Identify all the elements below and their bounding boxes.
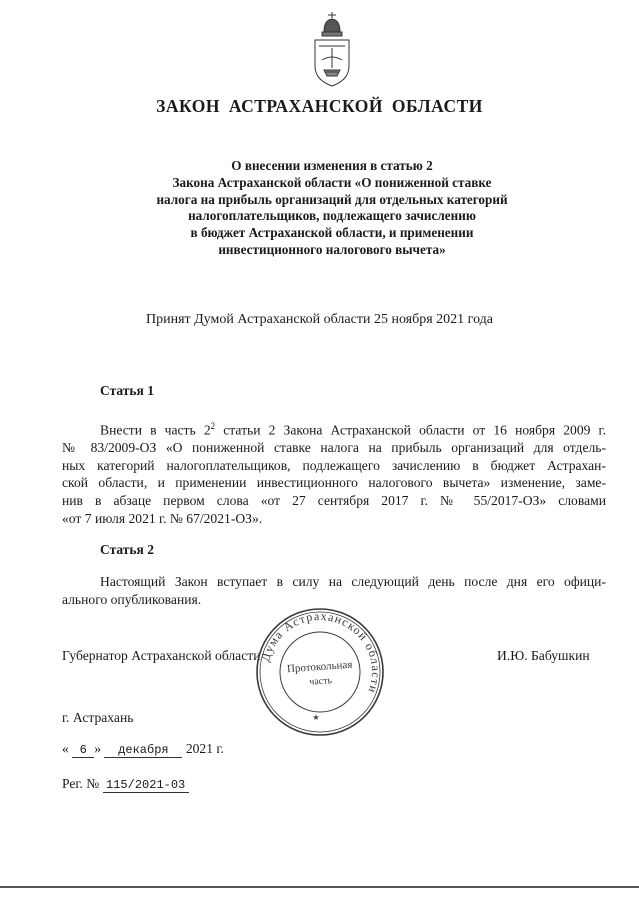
article-2-line: Настоящий Закон вступает в силу на следующий день после дня его офици- [100, 574, 606, 589]
article-1-line: «от 7 июля 2021 г. № 67/2021-ОЗ». [62, 510, 263, 526]
subtitle-line: налога на прибыль организаций для отдельных категорий [156, 191, 508, 207]
article-1-line: ской области, и применении инвестиционного налогового вычета» изменение, заме- [62, 475, 606, 491]
stamp-center-line-1: Протокольная [286, 658, 353, 676]
signing-date: « 6 » декабря 2021 г. [62, 741, 224, 757]
governor-title: Губернатор Астраханской области [62, 648, 261, 663]
subtitle-line: налогоплательщиков, подлежащего зачислению [188, 208, 476, 224]
city: г. Астрахань [62, 710, 134, 725]
subtitle-line: О внесении изменения в статью 2 [231, 158, 433, 173]
subtitle-line: Закона Астраханской области «О пониженной ставке [172, 174, 492, 190]
adoption-statement: Принят Думой Астраханской области 25 ноября 2021 года [145, 312, 494, 327]
article-1-line: нив в абзаце первом слова «от 27 сентября 2017 г. № 55/2017-ОЗ» словами [62, 492, 606, 508]
subtitle-line: инвестиционного налогового вычета» [218, 241, 446, 257]
stamp-ring-text: Дума Астраханской области [258, 608, 384, 696]
law-title: ЗАКОН АСТРАХАНСКОЙ ОБЛАСТИ [156, 96, 483, 116]
duma-stamp [254, 606, 386, 738]
article-1-line: ных категорий налогоплательщиков, подлежащего зачислению в бюджет Астрахан- [62, 457, 606, 473]
article-1-line: Внести в часть $2^2$ статьи 2 Закона Астраханской области от 16 ноября 2009 г. [100, 421, 606, 438]
coat-of-arms-icon [310, 10, 354, 90]
governor-name: И.Ю. Бабушкин [497, 648, 590, 663]
article-1-body [62, 418, 606, 527]
stamp-star-icon: ★ [312, 713, 320, 722]
article-1-heading: Статья 1 [100, 383, 154, 398]
date-month-field: декабря [104, 743, 182, 758]
subtitle-line: в бюджет Астраханской области, и применении [190, 225, 474, 241]
superscript: 2 [210, 421, 216, 431]
article-2-body [62, 573, 606, 608]
article-2-line: ального опубликования. [62, 591, 202, 607]
law-subtitle [100, 158, 564, 259]
scan-edge-line [0, 886, 639, 888]
date-day-field: 6 [72, 743, 94, 758]
stamp-center-line-2: часть [308, 675, 333, 688]
registration-number: Рег. № 115/2021-03 [62, 776, 189, 793]
reg-number-field: 115/2021-03 [103, 778, 189, 793]
article-1-line: № 83/2009-ОЗ «О пониженной ставке налога на прибыль организаций для отдель- [62, 440, 606, 456]
article-2-heading: Статья 2 [100, 542, 154, 557]
